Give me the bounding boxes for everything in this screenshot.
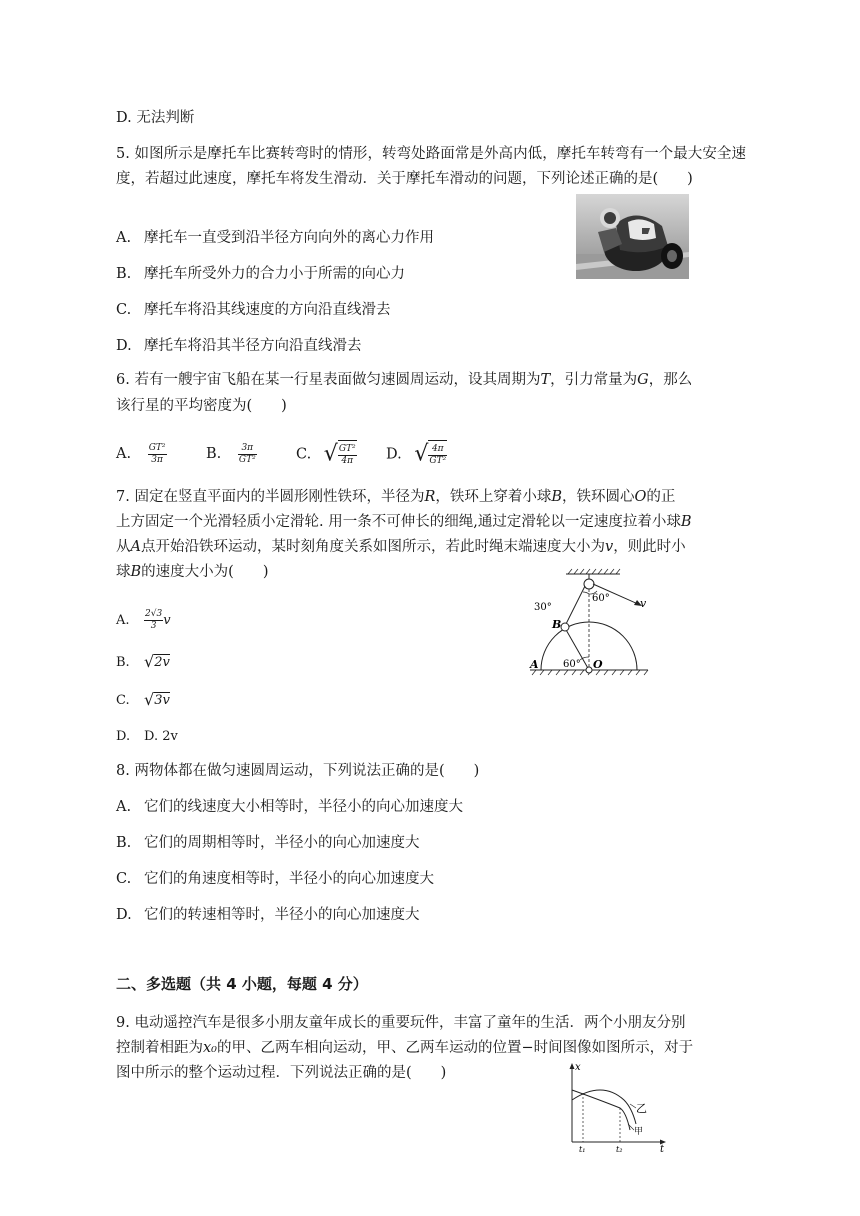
q7-stem-part: 从 [116,539,131,555]
q7-stem-part: ，铁环上穿着小球 [435,489,552,505]
option-label: A. [116,799,132,815]
q6-option-d [386,440,476,469]
option-label: A. [116,613,130,628]
sqrt-d [414,440,447,469]
t2-label: t₂ [616,1145,623,1154]
symbol-v: v [604,539,614,555]
motorcycle-photo-image [576,194,689,279]
q6-option-a [116,440,206,468]
q6-stem-line1 [116,370,692,390]
q7-stem-line3 [116,537,686,557]
q8-option-c [116,869,434,889]
option-text: 它们的周期相等时，半径小的向心加速度大 [144,835,420,851]
q5-stem: 5. 如图所示是摩托车比赛转弯时的情形，转弯处路面常是外高内低，摩托车转弯有一个最大安全速度，若超过此速度，摩托车将发生滑动．关于摩托车滑动的问题，下列论述正确的是( ) [116,146,746,187]
symbol-t: T [540,372,551,388]
option-label: D. [116,338,132,354]
q7-figure [522,566,672,678]
option-label: B. [116,266,132,282]
symbol-a: A [130,539,141,555]
q8-option-a [116,797,463,817]
option-label: D. [116,729,131,744]
q7-stem-part: 的正 [646,489,676,505]
fraction-numerator: GT² [338,443,356,454]
option-label: D. [116,907,132,923]
option-label: D. [386,446,402,463]
fraction-denominator: GT² [238,454,256,465]
q8-option-d [116,905,420,925]
option-text: 摩托车将沿其半径方向沿直线滑去 [144,338,362,354]
option-label: C. [116,302,132,318]
option-label: A. [116,446,132,462]
fraction-c [338,444,357,467]
t-axis-label: t [660,1144,665,1154]
q7-stem-part: ，则此时小 [613,539,686,555]
q9-stem-line2 [116,1038,693,1058]
fraction-numerator: GT² [148,442,166,453]
option-text: D. 2v [144,729,178,744]
q9-figure [560,1060,672,1154]
point-b-label: B [552,618,562,631]
q5-option-d [116,336,362,356]
fraction-d [428,444,447,467]
q9-stem-part: 的甲、乙两车相向运动，甲、乙两车运动的位置−时间图像如图所示，对于 [217,1040,694,1056]
fraction-numerator: 2√3 [145,609,163,619]
fraction-2root3-over-3 [144,609,163,632]
symbol-x0: x₀ [203,1040,217,1056]
q5-option-c [116,300,391,320]
q7-stem-part: ，铁环圆心 [562,489,635,505]
option-text: 摩托车将沿其线速度的方向沿直线滑去 [144,302,391,318]
q7-option-c [116,690,170,711]
q9-stem-line1: 9. 电动遥控汽车是很多小朋友童年成长的重要玩件，丰富了童年的生活．两个小朋友分别 [116,1015,686,1031]
q5-option-b [116,264,405,284]
q7-stem-part: 球 [116,564,131,580]
motorcycle-photo [576,194,689,279]
symbol-b: B [551,489,563,505]
q7-stem-part: 点开始沿铁环运动，某时刻角度关系如图所示，若此时绳末端速度大小为 [140,539,605,555]
q6-stem-part: ，引力常量为 [550,372,638,388]
t1-label: t₁ [579,1145,586,1154]
fraction-numerator: 4π [428,444,447,456]
q7-stem-line2 [116,512,691,532]
q7-option-d [116,727,178,747]
radical-sign: √ [414,441,429,467]
pulley [584,579,594,589]
center-o [586,667,592,673]
option-text: 它们的角速度相等时，半径小的向心加速度大 [144,871,434,887]
q6-stem-part: 6. 若有一艘宇宙飞船在某一行星表面做匀速圆周运动，设其周期为 [116,372,541,388]
q8-option-b [116,833,420,853]
option-label: B. [116,654,130,670]
q8-stem: 8. 两物体都在做匀速圆周运动，下列说法正确的是( ) [116,763,480,779]
q7-stem-part: 上方固定一个光滑轻质小定滑轮. 用一条不可伸长的细绳,通过定滑轮以一定速度拉着小球 [116,514,681,530]
option-text: 3v [154,692,170,708]
fraction-denominator: 3 [150,621,157,631]
fraction-b [238,443,257,466]
velocity-label: v [640,597,647,610]
q9-stem-part: 控制着相距为 [116,1040,203,1056]
angle-arc-top-left [583,592,589,594]
curve-jia [572,1090,630,1130]
curve-jia-label: 甲 [634,1127,644,1137]
q7-option-b [116,652,170,673]
option-label: B. [206,446,222,462]
option-text: 摩托车所受外力的合力小于所需的向心力 [144,266,405,282]
fraction-denominator: 4π [341,455,354,466]
radical-sign: √ [323,441,338,467]
option-text: 它们的转速相等时，半径小的向心加速度大 [144,907,420,923]
option-text: 摩托车一直受到沿半径方向向外的离心力作用 [144,230,434,246]
point-o-label: O [593,658,603,671]
fraction-a [148,443,167,466]
option-label: C. [116,871,132,887]
option-label: C. [116,692,130,708]
q7-stem-line4 [116,562,268,582]
option-text: v [163,613,171,628]
option-label: C. [296,446,312,463]
q4-option-d: D. 无法判断 [116,110,195,126]
q5-option-a [116,228,434,248]
q9-stem-line3: 图中所示的整个运动过程．下列说法正确的是( ) [116,1065,447,1081]
option-label: A. [116,230,132,246]
option-text: 2v [154,654,170,670]
q6-option-b [206,440,296,468]
section-heading: 二、多选题（共 4 小题，每题 4 分） [116,975,368,993]
symbol-o: O [634,489,647,505]
angle-60-top-label: 60° [592,593,610,604]
fraction-numerator: 3π [238,443,257,455]
q6-option-c [296,440,386,469]
rope-to-b [565,586,585,626]
q6-stem-part: ，那么 [648,372,693,388]
ceiling-hatch [568,569,620,574]
point-a-label: A [530,658,539,671]
q7-stem-part: 7. 固定在竖直平面内的半圆形刚性铁环，半径为 [116,489,425,505]
fraction-denominator: 3π [151,454,163,465]
ball-b [561,623,569,631]
symbol-r: R [424,489,436,505]
q7-stem-part: 的速度大小为( ) [141,564,269,580]
q6-stem-line2: 该行星的平均密度为( ) [116,398,287,414]
symbol-b: B [680,514,692,530]
q7-stem-line1 [116,487,675,507]
fraction-denominator: GT² [429,455,447,466]
radical-sign: √ [144,652,155,671]
angle-30-label: 30° [534,602,552,613]
x-axis-label: x [575,1062,581,1073]
option-text: 它们的线速度大小相等时，半径小的向心加速度大 [144,799,463,815]
option-label: B. [116,835,132,851]
symbol-g: G [637,372,649,388]
curve-yi-label: 乙 [636,1102,647,1115]
symbol-b: B [130,564,142,580]
angle-60-bottom-label: 60° [563,659,581,670]
x-axis-arrow-icon [570,1063,575,1069]
q7-option-a [116,606,171,636]
sqrt-c [324,440,357,469]
radical-sign: √ [144,690,155,709]
